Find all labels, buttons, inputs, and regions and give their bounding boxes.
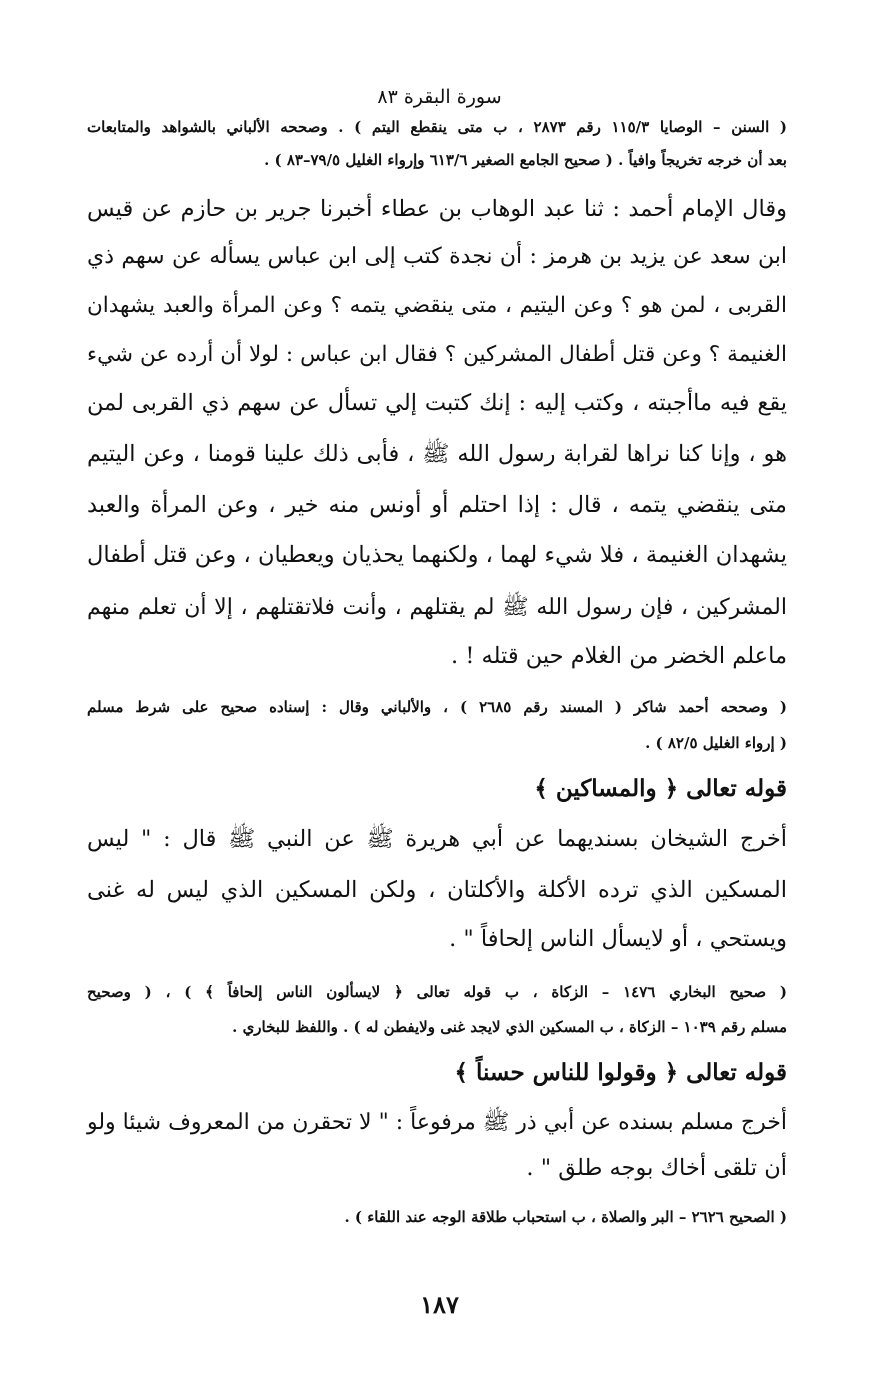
paragraph-line: هو ، وإنا كنا نراها لقرابة رسول الله ﷺ ، فأبى ذلك علينا قومنا ، وعن اليتيم	[87, 441, 787, 467]
paragraph-line: أن تلقى أخاك بوجه طلق " .	[526, 1155, 787, 1181]
paragraph-line: ماعلم الخضر من الغلام حين قتله ! .	[451, 643, 787, 669]
reference-line: ( صحيح البخاري ١٤٧٦ – الزكاة ، ب قوله تعالى ﴿ لايسألون الناس إلحافاً ﴾ ) ، ( وصحيح	[87, 983, 787, 1001]
paragraph-line: أخرج الشيخان بسنديهما عن أبي هريرة ﷺ عن النبي ﷺ قال : " ليس	[87, 826, 787, 852]
paragraph-line: القربى ، لمن هو ؟ وعن اليتيم ، متى ينقضي يتمه ؟ وعن المرأة والعبد يشهدان	[87, 293, 787, 318]
reference-line: مسلم رقم ١٠٣٩ – الزكاة ، ب المسكين الذي لايجد غنى ولايفطن له ) . واللفظ للبخاري .	[232, 1018, 787, 1036]
paragraph-line: المشركين ، فإن رسول الله ﷺ لم يقتلهم ، وأنت فلاتقتلهم ، إلا أن تعلم منهم	[87, 595, 787, 620]
paragraph-line: يقع فيه ماأجبته ، وكتب إليه : إنك كتبت إلي تسأل عن سهم ذي القربى لمن	[87, 390, 787, 416]
paragraph-line: متى ينقضي يتمه ، قال : إذا احتلم أو أونس منه خير ، وعن المرأة والعبد	[87, 492, 787, 518]
section-heading: قوله تعالى ﴿ وقولوا للناس حسناً ﴾	[454, 1059, 787, 1086]
paragraph-line: المسكين الذي ترده الأكلة والأكلتان ، ولكن المسكين الذي ليس له غنى	[87, 877, 787, 903]
reference-line: ( الصحيح ٢٦٢٦ – البر والصلاة ، ب استحباب طلاقة الوجه عند اللقاء ) .	[344, 1208, 787, 1226]
paragraph-line: أخرج مسلم بسنده عن أبي ذر ﷺ مرفوعاً : " لا تحقرن من المعروف شيئا ولو	[86, 1110, 787, 1135]
reference-line: بعد أن خرجه تخريجاً وافياً . ( صحيح الجامع الصغير ٦١٣/٦ وإرواء الغليل ٧٩/٥–٨٣ ) .	[264, 151, 787, 169]
page-number: ١٨٧	[420, 1290, 459, 1319]
section-heading: قوله تعالى ﴿ والمساكين ﴾	[534, 775, 787, 802]
reference-line: ( إرواء الغليل ٨٢/٥ ) .	[645, 734, 787, 752]
paragraph-line: ابن سعد عن يزيد بن هرمز : أن نجدة كتب إلى ابن عباس يسأله عن سهم ذي	[87, 244, 787, 269]
page-header: سورة البقرة ٨٣	[377, 86, 502, 108]
paragraph-line: وقال الإمام أحمد : ثنا عبد الوهاب بن عطاء أخبرنا جرير بن حازم عن قيس	[87, 196, 787, 222]
paragraph-line: يشهدان الغنيمة ، فلا شيء لهما ، ولكنهما يحذيان ويعطيان ، وعن قتل أطفال	[87, 542, 787, 568]
reference-line: ( السنن – الوصايا ١١٥/٣ رقم ٢٨٧٣ ، ب متى ينقطع اليتم ) . وصححه الألباني بالشواهد والمتابعات	[87, 118, 788, 136]
paragraph-line: ويستحي ، أو لايسأل الناس إلحافاً " .	[449, 926, 787, 952]
reference-line: ( وصححه أحمد شاكر ( المسند رقم ٢٦٨٥ ) ، والألباني وقال : إسناده صحيح على شرط مسلم	[87, 698, 787, 716]
paragraph-line: الغنيمة ؟ وعن قتل أطفال المشركين ؟ فقال ابن عباس : لولا أن أرده عن شيء	[87, 342, 787, 367]
